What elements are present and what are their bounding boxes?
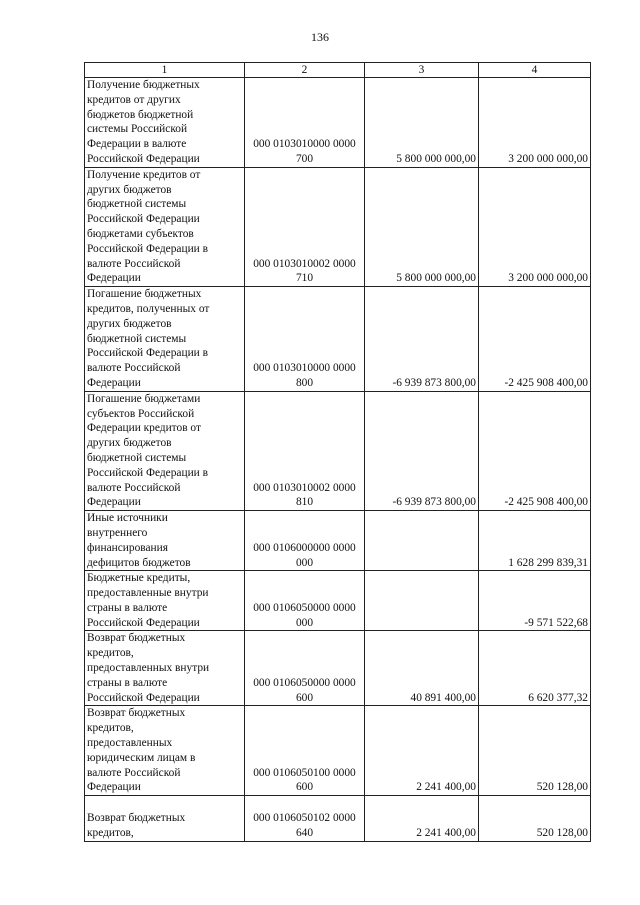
row-code-cell <box>245 78 365 168</box>
row-name-cell <box>85 167 245 286</box>
row-name-text: Возврат бюджетных кредитов, предоставленных внутри страны в валюте Российской Федерации <box>87 632 210 704</box>
row-value-col3-cell: -6 939 873 800,00 <box>365 287 479 392</box>
row-code-text: 000 0103010000 0000 800 <box>253 362 356 389</box>
row-name-cell <box>85 78 245 168</box>
row-name-cell <box>85 287 245 392</box>
row-value-col3-cell: 5 800 000 000,00 <box>365 78 479 168</box>
row-value-col3-cell: 40 891 400,00 <box>365 631 479 706</box>
column-header-3: 3 <box>365 63 479 78</box>
row-value-col4-cell: -2 425 908 400,00 <box>479 391 591 510</box>
row-code-cell <box>245 706 365 796</box>
row-code-cell <box>245 167 365 286</box>
row-name-cell <box>85 631 245 706</box>
row-code-text: 000 0103010002 0000 810 <box>253 481 356 509</box>
row-code-text: 000 0106050000 0000 600 <box>253 676 356 704</box>
row-name-cell <box>85 391 245 510</box>
table-row <box>85 571 591 631</box>
row-code-text: 000 0106050100 0000 600 <box>253 766 356 794</box>
table-row <box>85 511 591 571</box>
row-code-cell <box>245 796 365 841</box>
row-name-text: Иные источники внутреннего финансирования дефицитов бюджетов <box>87 512 191 569</box>
row-name-text: Возврат бюджетных кредитов, <box>87 812 186 839</box>
row-code-text: 000 0103010000 0000 700 <box>253 138 356 165</box>
row-value-col4-cell: 6 620 377,32 <box>479 631 591 706</box>
page-number: 136 <box>311 30 329 44</box>
row-value-col4-cell: 3 200 000 000,00 <box>479 167 591 286</box>
row-value-col4-cell: 520 128,00 <box>479 796 591 841</box>
row-value-col4-cell: 520 128,00 <box>479 706 591 796</box>
row-name-cell <box>85 511 245 571</box>
column-header-1: 1 <box>85 63 245 78</box>
table-row <box>85 391 591 510</box>
table-row <box>85 167 591 286</box>
column-header-2: 2 <box>245 63 365 78</box>
row-name-text: Получение бюджетных кредитов от других бюджетов бюджетной системы Российской Федерации в валюте Российской Федерации <box>87 79 200 165</box>
row-name-text: Получение кредитов от других бюджетов бюджетной системы Российской Федерации бюджетами субъектов Российской Федерации в валюте Российской Федерации <box>87 168 209 285</box>
row-value-col3-cell: 2 241 400,00 <box>365 706 479 796</box>
row-value-col3-cell <box>365 571 479 631</box>
table-row <box>85 631 591 706</box>
row-code-cell <box>245 511 365 571</box>
row-code-text: 000 0103010002 0000 710 <box>253 257 356 285</box>
row-code-text: 000 0106000000 0000 000 <box>253 541 356 569</box>
budget-sources-table <box>84 62 591 842</box>
row-name-cell <box>85 706 245 796</box>
row-code-cell <box>245 287 365 392</box>
row-value-col4-cell: 3 200 000 000,00 <box>479 78 591 168</box>
row-name-text: Погашение бюджетных кредитов, полученных от других бюджетов бюджетной системы Российской Федерации в валюте Российской Федерации <box>87 288 210 389</box>
row-name-cell <box>85 571 245 631</box>
row-value-col3-cell <box>365 511 479 571</box>
row-value-col3-cell: 5 800 000 000,00 <box>365 167 479 286</box>
row-code-text: 000 0106050000 0000 000 <box>253 601 356 629</box>
table-row <box>85 706 591 796</box>
table-row <box>85 796 591 841</box>
row-value-col4-cell: 1 628 299 839,31 <box>479 511 591 571</box>
table-header-row <box>85 63 591 78</box>
row-value-col4-cell: -2 425 908 400,00 <box>479 287 591 392</box>
row-name-cell <box>85 796 245 841</box>
table-body <box>85 78 591 842</box>
table-row <box>85 287 591 392</box>
row-value-col4-cell: -9 571 522,68 <box>479 571 591 631</box>
row-name-text: Погашение бюджетами субъектов Российской Федерации кредитов от других бюджетов бюджетной системы Российской Федерации в валюте Российской Федерации <box>87 392 209 509</box>
row-code-cell <box>245 391 365 510</box>
row-value-col3-cell: -6 939 873 800,00 <box>365 391 479 510</box>
row-code-cell <box>245 631 365 706</box>
row-name-text: Возврат бюджетных кредитов, предоставленных юридическим лицам в валюте Российской Федерации <box>87 707 196 794</box>
table-row <box>85 78 591 168</box>
row-code-text: 000 0106050102 0000 640 <box>253 812 356 839</box>
row-value-col3-cell: 2 241 400,00 <box>365 796 479 841</box>
row-name-text: Бюджетные кредиты, предоставленные внутри страны в валюте Российской Федерации <box>87 572 209 629</box>
column-header-4: 4 <box>479 63 591 78</box>
row-code-cell <box>245 571 365 631</box>
